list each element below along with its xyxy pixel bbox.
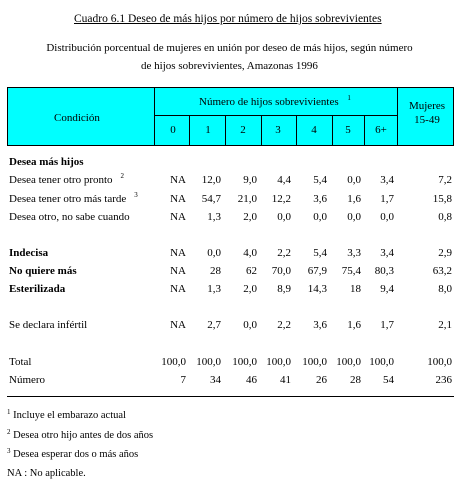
table-cell: 0,0 [277, 211, 291, 223]
table-cell-total: 7,2 [438, 174, 452, 186]
footnote [7, 449, 138, 460]
table-cell: 54 [383, 374, 394, 386]
table-cell: 8,9 [277, 283, 291, 295]
table-cell: 1,3 [207, 283, 221, 295]
table-cell: 0,0 [347, 174, 361, 186]
table-cell-total: 236 [435, 374, 452, 386]
header-subdivider [154, 115, 397, 116]
table-cell: 1,6 [347, 319, 361, 331]
table-cell: 3,6 [313, 319, 327, 331]
table-cell: NA [170, 174, 186, 186]
header-mujeres-line1: Mujeres [408, 100, 446, 112]
table-cell-total: 15,8 [432, 193, 452, 205]
header-group-label: Número de hijos sobrevivientes [199, 96, 339, 108]
row-label [9, 193, 138, 205]
table-cell: 2,2 [277, 247, 291, 259]
table-cell: 1,7 [380, 193, 394, 205]
table-cell: 4,4 [277, 174, 291, 186]
header-col-label: 3 [275, 124, 281, 136]
row-label [9, 174, 124, 186]
row-label-text: Se declara infértil [9, 319, 88, 331]
table-cell: 100,0 [302, 356, 327, 368]
table-title: Cuadro 6.1 Deseo de más hijos por número de hijos sobrevivientes [74, 13, 382, 25]
row-label-text: Desea tener otro más tarde [9, 193, 127, 205]
table-cell: 75,4 [341, 265, 361, 277]
table-cell: 2,2 [277, 319, 291, 331]
table-cell: 5,4 [313, 174, 327, 186]
table-cell: 28 [210, 265, 221, 277]
table-cell: NA [170, 211, 186, 223]
row-label [9, 211, 130, 223]
header-group-note: 1 [347, 94, 351, 102]
header-col-label: 4 [311, 124, 317, 136]
table-cell: 1,3 [207, 211, 221, 223]
table-cell: 67,9 [307, 265, 327, 277]
row-label-text: Esterilizada [9, 283, 66, 295]
header-col-label: 1 [205, 124, 211, 136]
col-divider [296, 115, 297, 146]
table-cell: 1,6 [347, 193, 361, 205]
table-cell: NA [170, 247, 186, 259]
table-cell: 0,0 [380, 211, 394, 223]
header-col-label: 6+ [375, 124, 387, 136]
table-cell: 14,3 [307, 283, 327, 295]
table-cell: 100,0 [369, 356, 394, 368]
table-cell-total: 8,0 [438, 283, 452, 295]
row-label [9, 283, 65, 295]
row-label-text: Desea tener otro pronto [9, 174, 113, 186]
row-label [9, 356, 31, 368]
table-subtitle-line2: de hijos sobrevivientes, Amazonas 1996 [141, 60, 318, 72]
table-cell: 70,0 [271, 265, 291, 277]
table-cell: 100,0 [266, 356, 291, 368]
table-bottom-rule [7, 396, 454, 397]
table-cell: 12,2 [271, 193, 291, 205]
footnote [7, 468, 86, 479]
col-divider [189, 115, 190, 146]
table-cell: 46 [246, 374, 257, 386]
row-label [9, 156, 84, 168]
table-cell: 2,7 [207, 319, 221, 331]
table-cell: 0,0 [207, 247, 221, 259]
table-cell: 54,7 [201, 193, 221, 205]
table-cell: 3,3 [347, 247, 361, 259]
table-cell: 21,0 [237, 193, 257, 205]
table-subtitle-line1: Distribución porcentual de mujeres en unión por deseo de más hijos, según número [46, 42, 413, 54]
row-label [9, 374, 45, 386]
footnote-text: Desea otro hijo antes de dos años [10, 430, 154, 441]
table-cell: 4,0 [243, 247, 257, 259]
table-cell: 9,0 [243, 174, 257, 186]
table-cell-total: 2,1 [438, 319, 452, 331]
table-cell: NA [170, 265, 186, 277]
header-col-label: 2 [240, 124, 246, 136]
table-cell: 18 [350, 283, 361, 295]
row-label-text: Desea otro, no sabe cuando [9, 211, 130, 223]
table-cell: 2,0 [243, 283, 257, 295]
footnote [7, 410, 126, 421]
table-cell: NA [170, 193, 186, 205]
table-cell: 26 [316, 374, 327, 386]
table-cell: 34 [210, 374, 221, 386]
table-cell: 1,7 [380, 319, 394, 331]
row-label [9, 265, 77, 277]
row-label-text: Total [9, 356, 32, 368]
table-cell-total: 63,2 [432, 265, 452, 277]
table-cell: 100,0 [336, 356, 361, 368]
header-col-label: 0 [170, 124, 176, 136]
table-cell-total: 2,9 [438, 247, 452, 259]
row-label-note: 3 [134, 191, 138, 199]
col-divider [261, 115, 262, 146]
table-cell-total: 100,0 [427, 356, 452, 368]
table-cell: 100,0 [196, 356, 221, 368]
table-cell: 0,0 [347, 211, 361, 223]
row-label-note: 2 [120, 172, 125, 180]
header-divider-left [154, 87, 155, 146]
table-cell: 7 [180, 374, 186, 386]
table-cell: 3,4 [380, 174, 394, 186]
row-label [9, 247, 48, 259]
footnote-text: NA : No aplicable. [7, 468, 86, 479]
footnote [7, 430, 153, 441]
table-cell: NA [170, 319, 186, 331]
footnote-mark: 3 [7, 447, 11, 455]
table-cell: 9,4 [380, 283, 394, 295]
footnote-mark: 1 [7, 408, 11, 416]
table-cell: 12,0 [201, 174, 221, 186]
row-label-text: No quiere más [9, 265, 77, 277]
row-label [9, 319, 87, 331]
table-cell: 2,0 [243, 211, 257, 223]
row-label-text: Desea más hijos [9, 156, 84, 168]
table-cell: 100,0 [232, 356, 257, 368]
header-mujeres [400, 99, 454, 127]
table-cell: 100,0 [161, 356, 186, 368]
header-mujeres-line2: 15-49 [414, 114, 440, 126]
header-col-label: 5 [345, 124, 351, 136]
table-cell: 0,0 [313, 211, 327, 223]
table-cell: 3,6 [313, 193, 327, 205]
col-divider [364, 115, 365, 146]
header-group [199, 96, 351, 108]
table-cell: 3,4 [380, 247, 394, 259]
table-cell: 80,3 [374, 265, 394, 277]
col-divider [225, 115, 226, 146]
table-cell: 28 [350, 374, 361, 386]
row-label-text: Indecisa [9, 247, 49, 259]
table-cell: 41 [280, 374, 291, 386]
row-label-text: Número [9, 374, 46, 386]
header-condicion: Condición [54, 112, 100, 124]
table-cell: NA [170, 283, 186, 295]
footnote-text: Incluye el embarazo actual [10, 410, 126, 421]
table-cell: 0,0 [243, 319, 257, 331]
table-cell-total: 0,8 [438, 211, 452, 223]
header-divider-right [397, 87, 398, 146]
table-cell: 5,4 [313, 247, 327, 259]
footnote-text: Desea esperar dos o más años [10, 449, 139, 460]
table-cell: 62 [246, 265, 257, 277]
footnote-mark: 2 [7, 428, 11, 436]
